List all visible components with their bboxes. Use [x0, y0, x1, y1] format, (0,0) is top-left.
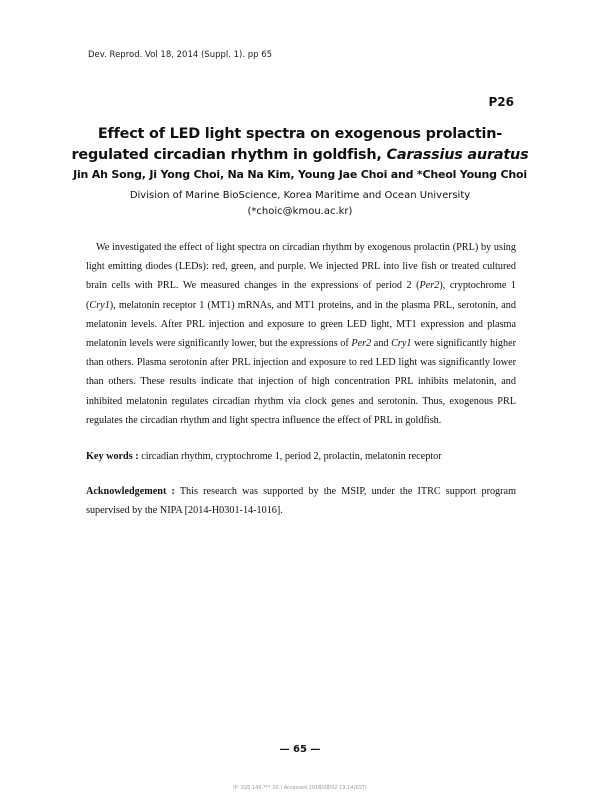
- page-number: — 65 —: [279, 744, 321, 755]
- gene-cry1-second: Cry1: [391, 338, 412, 350]
- gene-per2: Per2: [419, 280, 440, 292]
- author-list: Jin Ah Song, Ji Yong Choi, Na Na Kim, Young Jae Choi and *Cheol Young Choi: [73, 168, 527, 181]
- paper-title: [60, 124, 540, 166]
- access-footer: IP: 220.149.*** 10.) Accessed 2018/08/02 13:14(KST): [233, 785, 367, 791]
- corresponding-email: (*choic@kmou.ac.kr): [247, 206, 353, 217]
- keywords-text: circadian rhythm, cryptochrome 1, period 2, prolactin, melatonin receptor: [138, 451, 442, 462]
- abstract-text-1: We investigated the effect of light spectra on circadian rhythm by exogenous prolactin (PRL) by using light emitting diodes (LEDs): red, green, and purple. We injected PRL into live fish or treated cultured brain cells with PRL. We measured changes in the expressions of period 2 (: [86, 242, 516, 292]
- abstract-text-5: were significantly higher than others. Plasma serotonin after PRL injection and exposure to red LED light was significantly lower than others. These results indicate that injection of high concentration PRL inhibits melatonin, and inhibited melatonin regulates circadian rhythm via clock genes and serotonin. Thus, exogenous PRL regulates the circadian rhythm and light spectra influence the effect of PRL in goldfish.: [86, 338, 517, 426]
- keywords: [86, 447, 516, 466]
- gene-per2-second: Per2: [351, 338, 372, 350]
- title-main: Effect of LED light spectra on exogenous prolactin-regulated circadian rhythm in goldfish,: [71, 126, 503, 163]
- abstract-text-2: ), cryptochrome 1 (: [86, 280, 516, 311]
- title-species: Carassius auratus: [386, 147, 529, 163]
- gene-cry1: Cry1: [89, 299, 110, 311]
- keywords-label: Key words :: [86, 451, 139, 462]
- abstract-paragraph: [86, 238, 516, 430]
- abstract: [86, 238, 516, 430]
- journal-citation: Dev. Reprod. Vol 18, 2014 (Suppl. 1). pp 65: [88, 50, 273, 60]
- acknowledgement: [86, 482, 516, 520]
- acknowledgement-text: This research was supported by the MSIP, under the ITRC support program supervised by the NIPA [2014-H0301-14-1016].: [86, 486, 516, 517]
- affiliation: [60, 188, 540, 220]
- poster-code: P26: [488, 95, 514, 109]
- abstract-text-3: ), melatonin receptor 1 (MT1) mRNAs, and MT1 proteins, and in the plasma PRL, serotonin, and melatonin levels. After PRL injection and exposure to green LED light, MT1 expression and plasma melatonin levels were significantly lower, but the expressions of: [86, 299, 516, 350]
- abstract-text-4: and: [371, 338, 392, 350]
- acknowledgement-label: Acknowledgement :: [86, 486, 175, 497]
- affiliation-department: Division of Marine BioScience, Korea Maritime and Ocean University: [129, 190, 471, 201]
